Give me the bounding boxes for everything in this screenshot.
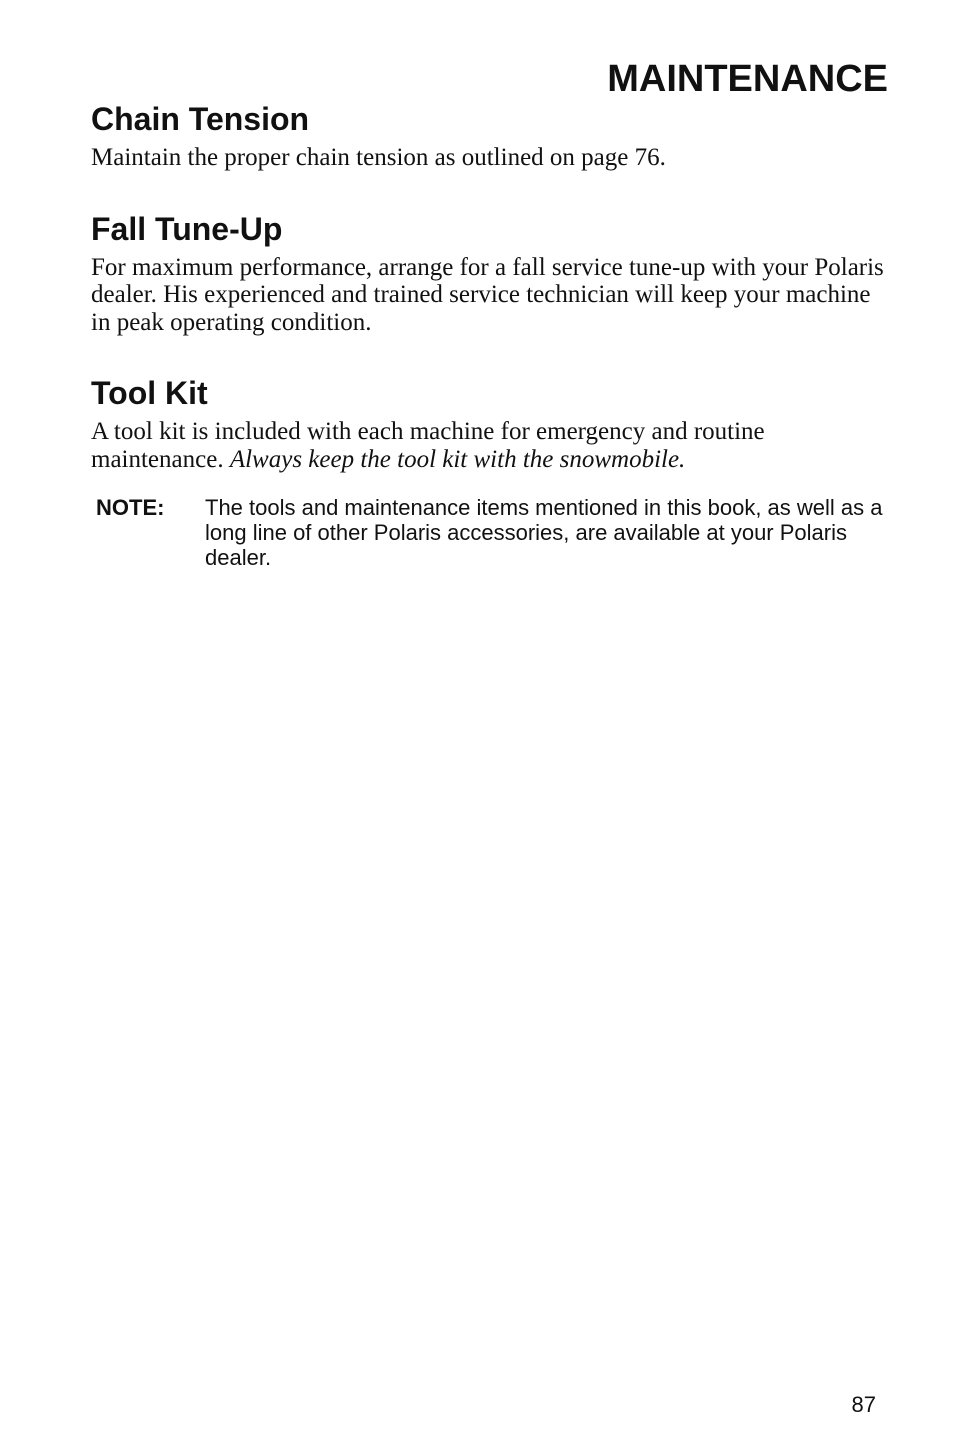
section-chain-tension: [91, 98, 893, 172]
section-body-container: [91, 418, 893, 473]
section-body: A tool kit is included with each machine for emergency and routine maintenance.: [91, 418, 765, 473]
page-number: 87: [851, 1392, 876, 1417]
note-text: The tools and maintenance items mentioned in this book, as well as a long line of other Polaris accessories, are available at your Polaris dealer.: [205, 495, 883, 570]
chapter-title: MAINTENANCE: [607, 58, 888, 100]
section-heading: Chain Tension: [91, 101, 310, 137]
section-heading: Tool Kit: [91, 375, 208, 411]
section-body: For maximum performance, arrange for a fall service tune-up with your Polaris dealer. His experienced and trained service technician will keep your machine in peak operating condition.: [91, 253, 884, 336]
note-block: [96, 495, 893, 570]
note-label: NOTE:: [96, 495, 165, 520]
section-body-emphasis: Always keep the tool kit with the snowmobile.: [229, 445, 686, 473]
page-content: [91, 98, 893, 570]
section-fall-tune-up: [91, 208, 893, 337]
section-tool-kit: [91, 372, 893, 570]
section-heading: Fall Tune-Up: [91, 210, 283, 247]
section-body: Maintain the proper chain tension as outlined on page 76.: [91, 144, 666, 171]
